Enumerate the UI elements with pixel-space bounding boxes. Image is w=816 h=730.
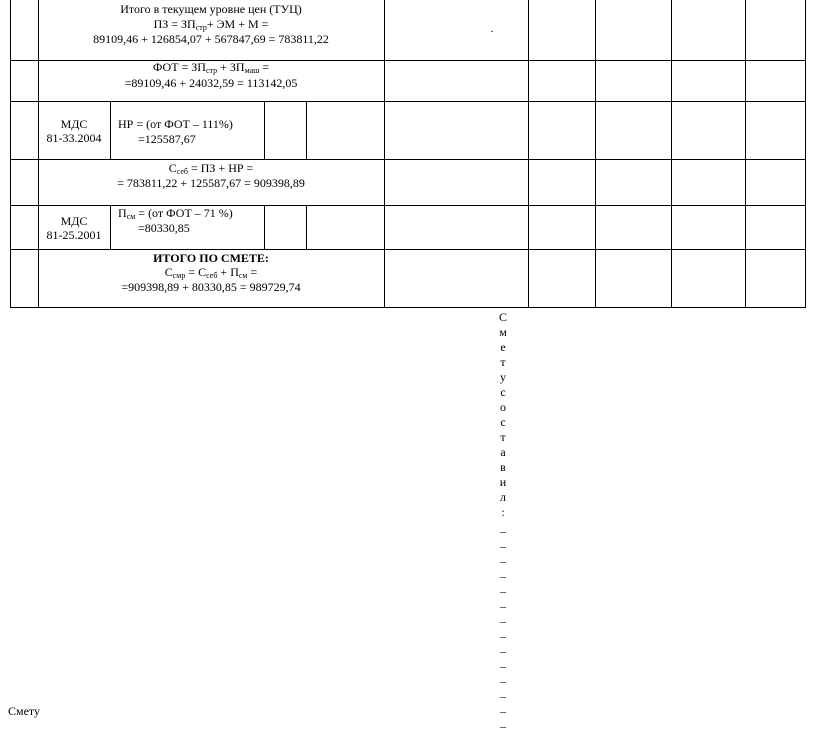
vertical-char: у xyxy=(500,370,506,384)
signature-dash: _ xyxy=(500,640,506,654)
row1-line: ПЗ = $ЗП_{стр}+$ ЭМ + М = xyxy=(153,17,269,32)
vertical-signature-label xyxy=(496,310,510,730)
signature-dash: _ xyxy=(500,565,506,579)
table-border-bottom xyxy=(10,307,806,308)
vertical-char: т xyxy=(500,355,506,369)
vertical-char: а xyxy=(500,445,506,459)
col-line-inner xyxy=(306,101,307,159)
col-line xyxy=(384,0,385,308)
vertical-char: т xyxy=(500,430,506,444)
vertical-char: л xyxy=(500,490,506,504)
col-line xyxy=(671,0,672,308)
signature-dash: _ xyxy=(500,625,506,639)
vertical-char: с xyxy=(500,415,506,429)
signature-dash: _ xyxy=(500,595,506,609)
row5-formula: $П_{см} = (от$ ФОТ – 71 %) xyxy=(118,206,233,221)
row5-ref: 81-25.2001 xyxy=(46,228,102,242)
signature-dash: _ xyxy=(500,580,506,594)
signature-dash: _ xyxy=(500,535,506,549)
row4-line: = 783811,22 + 125587,67 = 909398,89 xyxy=(117,176,305,190)
signature-dash: _ xyxy=(500,685,506,699)
row-line xyxy=(10,101,806,102)
col-line-inner xyxy=(110,205,111,249)
signature-dash: _ xyxy=(500,700,506,714)
row2-line: =89109,46 + 24032,59 = 113142,05 xyxy=(124,76,298,90)
dot-mark: · xyxy=(490,24,494,38)
col-line-inner xyxy=(110,101,111,159)
signature-dash: _ xyxy=(500,715,506,729)
row4-line: $С_{себ}$ = ПЗ + НР = xyxy=(168,161,254,176)
total-heading: ИТОГО ПО СМЕТЕ: xyxy=(153,251,269,265)
vertical-char: в xyxy=(500,460,506,474)
col-line xyxy=(745,0,746,308)
table-border-left xyxy=(10,0,11,308)
row3-ref: 81-33.2004 xyxy=(46,131,102,145)
signature-dash: _ xyxy=(500,670,506,684)
col-line xyxy=(528,0,529,308)
vertical-char: с xyxy=(500,385,506,399)
col-line-inner xyxy=(264,101,265,159)
row3-ref: МДС xyxy=(60,117,88,131)
vertical-char: и xyxy=(499,475,507,489)
row5-ref: МДС xyxy=(60,214,88,228)
row6-line: $С_{смр} = С_{себ} + П_{см}$ = xyxy=(164,265,258,280)
signature-dash: _ xyxy=(500,610,506,624)
signature-dash: _ xyxy=(500,520,506,534)
row1-line: 89109,46 + 126854,07 + 567847,69 = 783811,22 xyxy=(93,32,329,46)
row6-line: =909398,89 + 80330,85 = 989729,74 xyxy=(121,280,301,294)
vertical-char: е xyxy=(500,340,506,354)
row5-formula: =80330,85 xyxy=(138,221,190,235)
row-line xyxy=(10,249,806,250)
row3-formula: НР = (от ФОТ – 111%) xyxy=(118,117,233,131)
row1-line: Итого в текущем уровне цен (ТУЦ) xyxy=(120,2,302,16)
signature-dash: _ xyxy=(500,550,506,564)
row-line xyxy=(10,159,806,160)
vertical-char: о xyxy=(500,400,506,414)
row2-line: ФОТ = $ЗП_{стр} + ЗП_{маш}$ = xyxy=(152,60,270,75)
vertical-char: : xyxy=(501,505,505,519)
vertical-char: м xyxy=(499,325,507,339)
row3-formula: =125587,67 xyxy=(138,132,196,146)
col-line xyxy=(595,0,596,308)
table-border-right xyxy=(805,0,806,308)
col-line-inner xyxy=(306,205,307,249)
col-line-inner xyxy=(264,205,265,249)
vertical-char: С xyxy=(498,310,507,324)
footer-text: Смету xyxy=(8,704,41,718)
signature-dash: _ xyxy=(500,655,506,669)
